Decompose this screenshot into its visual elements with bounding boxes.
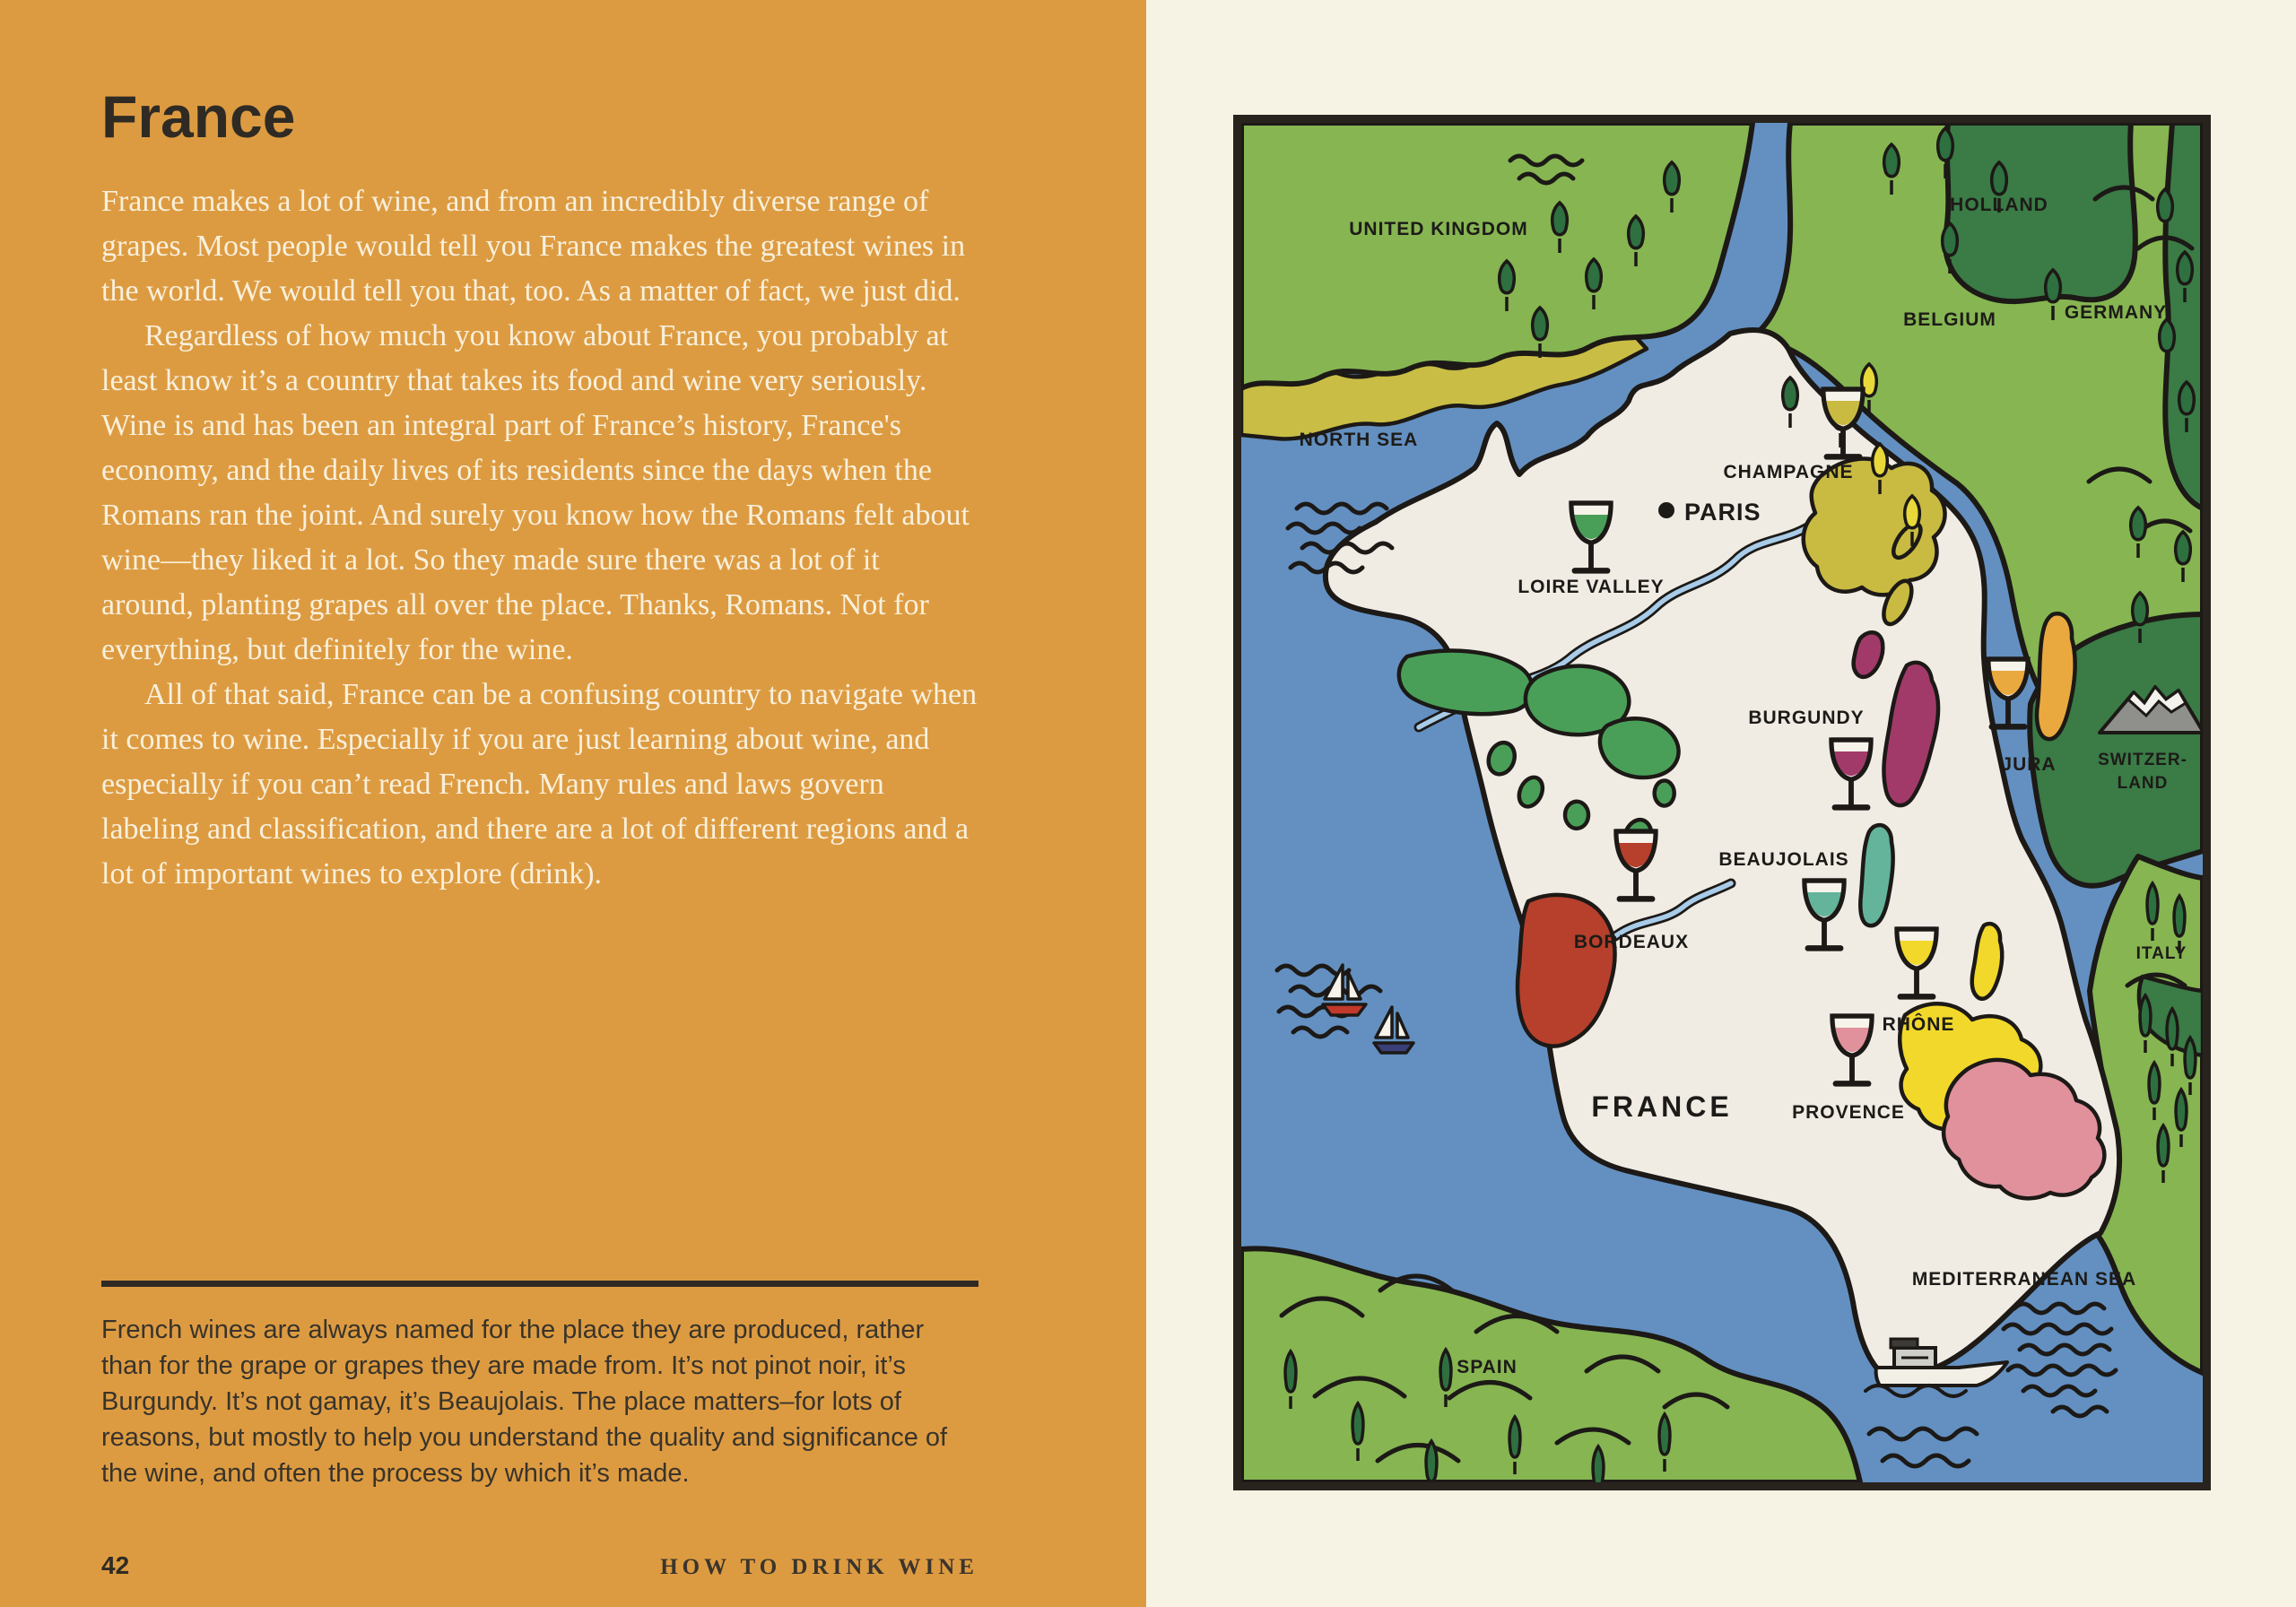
label-champagne: CHAMPAGNE	[1723, 462, 1854, 482]
page-footer	[101, 1551, 978, 1580]
note-block	[101, 1281, 978, 1491]
label-germany: GERMANY	[2064, 302, 2168, 323]
label-switzerland-1: SWITZER-	[2098, 751, 2187, 769]
label-north-sea: NORTH SEA	[1299, 430, 1419, 450]
label-mediterranean-sea: MEDITERRANEAN SEA	[1911, 1269, 2137, 1290]
label-bordeaux: BORDEAUX	[1573, 932, 1690, 952]
paragraph-1: France makes a lot of wine, and from an incredibly diverse range of grapes. Most people would tell you France makes the greatest wines in the world. We would tell you that, too. As a matter of fact, we just did.	[101, 185, 966, 308]
left-page	[0, 0, 1146, 1607]
note-text: French wines are always named for the place they are produced, rather than for the grape or grapes they are made from. It’s not pinot noir, it’s Burgundy. It’s not gamay, it’s Beaujolais. The place matters–for lots of reasons, but mostly to help you understand the quality and significance of the wine, and often the process by which it’s made.	[101, 1316, 948, 1488]
label-holland: HOLLAND	[1950, 195, 2048, 215]
label-beaujolais: BEAUJOLAIS	[1718, 849, 1849, 870]
label-provence: PROVENCE	[1792, 1102, 1905, 1123]
label-belgium: BELGIUM	[1903, 309, 1996, 330]
paragraph-2: Regardless of how much you know about France, you probably at least know it’s a country that takes its food and wine very seriously. Wine is and has been an integral part of France’s history, France's economy, and the daily lives of its residents since the days when the Romans ran the joint. And surely you know how the Romans felt about wine—they liked it a lot. So they made sure there was a lot of it around, planting grapes all over the place. Thanks, Romans. Not for everything, but definitely for the wine.	[101, 319, 970, 666]
right-page	[1146, 0, 2296, 1607]
label-loire-valley: LOIRE VALLEY	[1518, 577, 1665, 597]
paris-dot	[1658, 502, 1674, 518]
divider-rule	[101, 1281, 978, 1287]
page-number: 42	[101, 1551, 130, 1579]
label-jura: JURA	[2001, 754, 2057, 775]
label-france: FRANCE	[1591, 1090, 1733, 1123]
label-burgundy: BURGUNDY	[1748, 708, 1865, 728]
label-united-kingdom: UNITED KINGDOM	[1349, 219, 1528, 239]
page-title: France	[101, 83, 296, 150]
label-rhone: RHÔNE	[1882, 1014, 1955, 1035]
germany-dark-band	[2165, 123, 2203, 508]
label-switzerland-2: LAND	[2117, 774, 2169, 793]
france-wine-map	[1233, 115, 2211, 1490]
label-italy: ITALY	[2135, 944, 2187, 963]
label-paris: PARIS	[1684, 499, 1761, 526]
running-head: HOW TO DRINK WINE	[660, 1555, 978, 1579]
body-text	[101, 179, 978, 897]
paragraph-3: All of that said, France can be a confusing country to navigate when it comes to wine. Especially if you are just learning about wine, and especially if you can’t read French. Many rules and laws govern labeling and classification, and there are a lot of different regions and a lot of important wines to explore (drink).	[101, 678, 978, 890]
label-spain: SPAIN	[1457, 1357, 1518, 1377]
